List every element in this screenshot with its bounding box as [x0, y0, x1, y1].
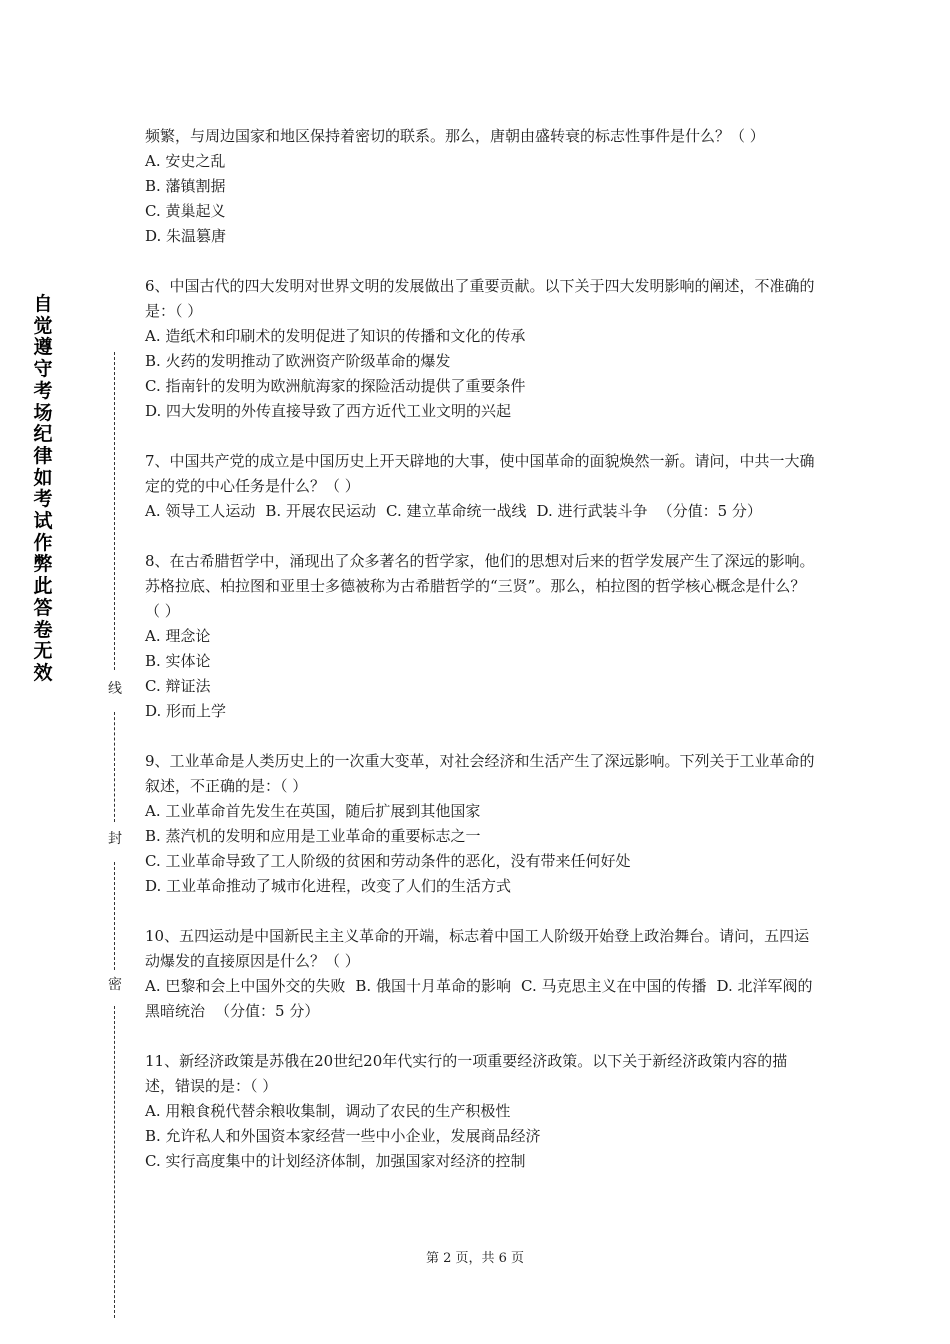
option-c: C. 工业革命导致了工人阶级的贫困和劳动条件的恶化，没有带来任何好处 — [145, 852, 631, 870]
option-c: C. 黄巢起义 — [145, 202, 226, 220]
seal-line-segment — [114, 712, 115, 822]
question-text: 7、中国共产党的成立是中国历史上开天辟地的大事，使中国革命的面貌焕然一新。请问，中共一大确定的党的中心任务是什么？（ ） — [145, 452, 815, 495]
question-10 — [145, 924, 815, 1024]
question-6 — [145, 274, 815, 424]
question-11 — [145, 1049, 815, 1174]
option-d: D. 形而上学 — [145, 702, 227, 720]
seal-line-segment — [114, 862, 115, 970]
option-c: C. 实行高度集中的计划经济体制，加强国家对经济的控制 — [145, 1152, 526, 1170]
question-text: 9、工业革命是人类历史上的一次重大变革，对社会经济和生活产生了深远影响。下列关于工业革命的叙述，不正确的是：（ ） — [145, 752, 815, 795]
option-c: C. 建立革命统一战线 — [386, 502, 527, 520]
question-text: 11、新经济政策是苏俄在20世纪20年代实行的一项重要经济政策。以下关于新经济政策内容的描述，错误的是：（ ） — [145, 1052, 788, 1095]
question-continued — [145, 124, 815, 249]
option-b: B. 火药的发明推动了欧洲资产阶级革命的爆发 — [145, 352, 451, 370]
option-d: D. 朱温篡唐 — [145, 227, 227, 245]
option-d: D. 工业革命推动了城市化进程，改变了人们的生活方式 — [145, 877, 512, 895]
score-label: （分值：5 分） — [215, 1002, 320, 1020]
question-text: 8、在古希腊哲学中，涌现出了众多著名的哲学家，他们的思想对后来的哲学发展产生了深远的影响。苏格拉底、柏拉图和亚里士多德被称为古希腊哲学的“三贤”。那么，柏拉图的哲学核心概念是什么？（ ） — [145, 552, 815, 620]
inline-options — [145, 974, 815, 1024]
option-d: D. 进行武装斗争 — [536, 502, 648, 520]
option-b: B. 开展农民运动 — [265, 502, 376, 520]
page-number: 第 2 页，共 6 页 — [425, 1251, 525, 1266]
option-d: D. 北洋军阀的黑暗统治 — [145, 977, 813, 1020]
option-b: B. 实体论 — [145, 652, 211, 670]
option-a: A. 理念论 — [145, 627, 211, 645]
option-a: A. 用粮食税代替余粮收集制，调动了农民的生产积极性 — [145, 1102, 511, 1120]
question-8 — [145, 549, 815, 724]
option-c: C. 辩证法 — [145, 677, 211, 695]
seal-line-segment — [114, 352, 115, 670]
option-d: D. 四大发明的外传直接导致了西方近代工业文明的兴起 — [145, 402, 512, 420]
seal-mark-secret: 密 — [105, 976, 125, 994]
inline-options — [145, 499, 815, 524]
option-a: A. 巴黎和会上中国外交的失败 — [145, 977, 346, 995]
option-c: C. 指南针的发明为欧洲航海家的探险活动提供了重要条件 — [145, 377, 526, 395]
option-a: A. 造纸术和印刷术的发明促进了知识的传播和文化的传承 — [145, 327, 526, 345]
question-content — [145, 124, 815, 1199]
question-text: 频繁，与周边国家和地区保持着密切的联系。那么，唐朝由盛转衰的标志性事件是什么？（ ） — [145, 127, 765, 145]
option-b: B. 允许私人和外国资本家经营一些中小企业，发展商品经济 — [145, 1127, 541, 1145]
option-b: B. 蒸汽机的发明和应用是工业革命的重要标志之一 — [145, 827, 481, 845]
score-label: （分值：5 分） — [657, 502, 762, 520]
option-c: C. 马克思主义在中国的传播 — [521, 977, 707, 995]
option-a: A. 安史之乱 — [145, 152, 226, 170]
question-9 — [145, 749, 815, 899]
seal-mark-seal: 封 — [105, 830, 125, 848]
option-b: B. 藩镇割据 — [145, 177, 226, 195]
question-7 — [145, 449, 815, 524]
question-text: 10、五四运动是中国新民主主义革命的开端，标志着中国工人阶级开始登上政治舞台。请问，五四运动爆发的直接原因是什么？（ ） — [145, 927, 810, 970]
exam-discipline-notice: 自觉遵守考场纪律如考试作弊此答卷无效 — [33, 293, 53, 684]
question-text: 6、中国古代的四大发明对世界文明的发展做出了重要贡献。以下关于四大发明影响的阐述，不准确的是：（ ） — [145, 277, 815, 320]
option-b: B. 俄国十月革命的影响 — [355, 977, 511, 995]
seal-line-segment — [114, 1006, 115, 1318]
seal-mark-line: 线 — [105, 680, 125, 698]
option-a: A. 工业革命首先发生在英国，随后扩展到其他国家 — [145, 802, 481, 820]
option-a: A. 领导工人运动 — [145, 502, 256, 520]
